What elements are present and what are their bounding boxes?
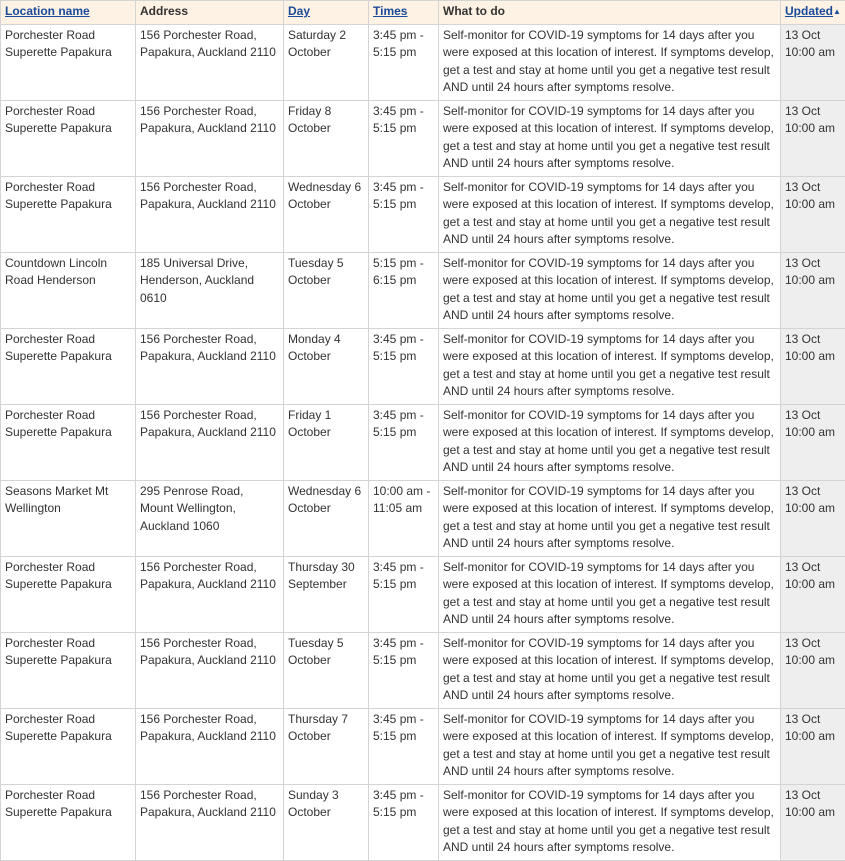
cell-location: Porchester Road Superette Papakura bbox=[1, 176, 136, 252]
cell-times: 3:45 pm - 5:15 pm bbox=[369, 24, 439, 100]
cell-times: 3:45 pm - 5:15 pm bbox=[369, 100, 439, 176]
cell-what-to-do: Self-monitor for COVID-19 symptoms for 14 days after you were exposed at this location of interest. If symptoms develop, get a test and stay at home until you get a negative test result AND until 24 hours after symptoms resolve. bbox=[439, 556, 781, 632]
cell-updated: 13 Oct 10:00 am bbox=[781, 556, 845, 632]
header-updated bbox=[781, 1, 845, 25]
cell-times: 3:45 pm - 5:15 pm bbox=[369, 708, 439, 784]
cell-address: 185 Universal Drive, Henderson, Auckland 0610 bbox=[136, 252, 284, 328]
cell-times: 3:45 pm - 5:15 pm bbox=[369, 176, 439, 252]
cell-day: Thursday 30 September bbox=[284, 556, 369, 632]
cell-location: Countdown Lincoln Road Henderson bbox=[1, 252, 136, 328]
cell-location: Porchester Road Superette Papakura bbox=[1, 632, 136, 708]
cell-times: 3:45 pm - 5:15 pm bbox=[369, 556, 439, 632]
header-location bbox=[1, 1, 136, 25]
cell-what-to-do: Self-monitor for COVID-19 symptoms for 14 days after you were exposed at this location of interest. If symptoms develop, get a test and stay at home until you get a negative test result AND until 24 hours after symptoms resolve. bbox=[439, 784, 781, 860]
cell-day: Monday 4 October bbox=[284, 328, 369, 404]
sort-updated-link[interactable]: Updated bbox=[785, 4, 833, 18]
cell-updated: 13 Oct 10:00 am bbox=[781, 100, 845, 176]
table-row bbox=[1, 100, 845, 176]
table-row bbox=[1, 252, 845, 328]
sort-ascending-icon: ▲ bbox=[833, 7, 841, 16]
cell-what-to-do: Self-monitor for COVID-19 symptoms for 14 days after you were exposed at this location of interest. If symptoms develop, get a test and stay at home until you get a negative test result AND until 24 hours after symptoms resolve. bbox=[439, 100, 781, 176]
cell-what-to-do: Self-monitor for COVID-19 symptoms for 14 days after you were exposed at this location of interest. If symptoms develop, get a test and stay at home until you get a negative test result AND until 24 hours after symptoms resolve. bbox=[439, 176, 781, 252]
header-address-label: Address bbox=[140, 4, 188, 18]
cell-times: 3:45 pm - 5:15 pm bbox=[369, 632, 439, 708]
cell-times: 10:00 am - 11:05 am bbox=[369, 480, 439, 556]
table-row bbox=[1, 328, 845, 404]
cell-updated: 13 Oct 10:00 am bbox=[781, 784, 845, 860]
cell-times: 3:45 pm - 5:15 pm bbox=[369, 328, 439, 404]
cell-what-to-do: Self-monitor for COVID-19 symptoms for 14 days after you were exposed at this location of interest. If symptoms develop, get a test and stay at home until you get a negative test result AND until 24 hours after symptoms resolve. bbox=[439, 404, 781, 480]
cell-address: 156 Porchester Road, Papakura, Auckland 2110 bbox=[136, 708, 284, 784]
cell-location: Seasons Market Mt Wellington bbox=[1, 480, 136, 556]
table-row bbox=[1, 404, 845, 480]
cell-location: Porchester Road Superette Papakura bbox=[1, 24, 136, 100]
table-row bbox=[1, 708, 845, 784]
cell-address: 156 Porchester Road, Papakura, Auckland 2110 bbox=[136, 632, 284, 708]
cell-location: Porchester Road Superette Papakura bbox=[1, 784, 136, 860]
header-day bbox=[284, 1, 369, 25]
cell-day: Thursday 7 October bbox=[284, 708, 369, 784]
cell-day: Tuesday 5 October bbox=[284, 252, 369, 328]
cell-address: 156 Porchester Road, Papakura, Auckland 2110 bbox=[136, 328, 284, 404]
cell-day: Friday 1 October bbox=[284, 404, 369, 480]
cell-day: Wednesday 6 October bbox=[284, 176, 369, 252]
cell-address: 156 Porchester Road, Papakura, Auckland 2110 bbox=[136, 784, 284, 860]
cell-location: Porchester Road Superette Papakura bbox=[1, 328, 136, 404]
cell-what-to-do: Self-monitor for COVID-19 symptoms for 14 days after you were exposed at this location of interest. If symptoms develop, get a test and stay at home until you get a negative test result AND until 24 hours after symptoms resolve. bbox=[439, 328, 781, 404]
cell-day: Friday 8 October bbox=[284, 100, 369, 176]
sort-location-link[interactable]: Location name bbox=[5, 4, 90, 18]
cell-updated: 13 Oct 10:00 am bbox=[781, 252, 845, 328]
cell-what-to-do: Self-monitor for COVID-19 symptoms for 14 days after you were exposed at this location of interest. If symptoms develop, get a test and stay at home until you get a negative test result AND until 24 hours after symptoms resolve. bbox=[439, 252, 781, 328]
table-body bbox=[1, 24, 845, 860]
cell-what-to-do: Self-monitor for COVID-19 symptoms for 14 days after you were exposed at this location of interest. If symptoms develop, get a test and stay at home until you get a negative test result AND until 24 hours after symptoms resolve. bbox=[439, 632, 781, 708]
table-row bbox=[1, 24, 845, 100]
cell-day: Sunday 3 October bbox=[284, 784, 369, 860]
header-what-label: What to do bbox=[443, 4, 505, 18]
header-what bbox=[439, 1, 781, 25]
cell-updated: 13 Oct 10:00 am bbox=[781, 328, 845, 404]
cell-updated: 13 Oct 10:00 am bbox=[781, 404, 845, 480]
table-row bbox=[1, 176, 845, 252]
cell-times: 3:45 pm - 5:15 pm bbox=[369, 784, 439, 860]
cell-updated: 13 Oct 10:00 am bbox=[781, 708, 845, 784]
cell-what-to-do: Self-monitor for COVID-19 symptoms for 14 days after you were exposed at this location of interest. If symptoms develop, get a test and stay at home until you get a negative test result AND until 24 hours after symptoms resolve. bbox=[439, 708, 781, 784]
cell-address: 156 Porchester Road, Papakura, Auckland 2110 bbox=[136, 24, 284, 100]
table-row bbox=[1, 784, 845, 860]
cell-location: Porchester Road Superette Papakura bbox=[1, 404, 136, 480]
cell-address: 156 Porchester Road, Papakura, Auckland 2110 bbox=[136, 176, 284, 252]
cell-updated: 13 Oct 10:00 am bbox=[781, 480, 845, 556]
cell-day: Saturday 2 October bbox=[284, 24, 369, 100]
cell-address: 295 Penrose Road, Mount Wellington, Auckland 1060 bbox=[136, 480, 284, 556]
table-row bbox=[1, 632, 845, 708]
cell-times: 5:15 pm - 6:15 pm bbox=[369, 252, 439, 328]
header-times bbox=[369, 1, 439, 25]
table-row bbox=[1, 556, 845, 632]
cell-day: Wednesday 6 October bbox=[284, 480, 369, 556]
table-header-row bbox=[1, 1, 845, 25]
cell-what-to-do: Self-monitor for COVID-19 symptoms for 14 days after you were exposed at this location of interest. If symptoms develop, get a test and stay at home until you get a negative test result AND until 24 hours after symptoms resolve. bbox=[439, 24, 781, 100]
header-address bbox=[136, 1, 284, 25]
cell-what-to-do: Self-monitor for COVID-19 symptoms for 14 days after you were exposed at this location of interest. If symptoms develop, get a test and stay at home until you get a negative test result AND until 24 hours after symptoms resolve. bbox=[439, 480, 781, 556]
cell-location: Porchester Road Superette Papakura bbox=[1, 556, 136, 632]
cell-day: Tuesday 5 October bbox=[284, 632, 369, 708]
cell-updated: 13 Oct 10:00 am bbox=[781, 632, 845, 708]
sort-times-link[interactable]: Times bbox=[373, 4, 407, 18]
cell-location: Porchester Road Superette Papakura bbox=[1, 100, 136, 176]
sort-day-link[interactable]: Day bbox=[288, 4, 310, 18]
cell-updated: 13 Oct 10:00 am bbox=[781, 176, 845, 252]
cell-address: 156 Porchester Road, Papakura, Auckland 2110 bbox=[136, 404, 284, 480]
cell-times: 3:45 pm - 5:15 pm bbox=[369, 404, 439, 480]
cell-location: Porchester Road Superette Papakura bbox=[1, 708, 136, 784]
cell-updated: 13 Oct 10:00 am bbox=[781, 24, 845, 100]
cell-address: 156 Porchester Road, Papakura, Auckland 2110 bbox=[136, 100, 284, 176]
cell-address: 156 Porchester Road, Papakura, Auckland 2110 bbox=[136, 556, 284, 632]
table-row bbox=[1, 480, 845, 556]
